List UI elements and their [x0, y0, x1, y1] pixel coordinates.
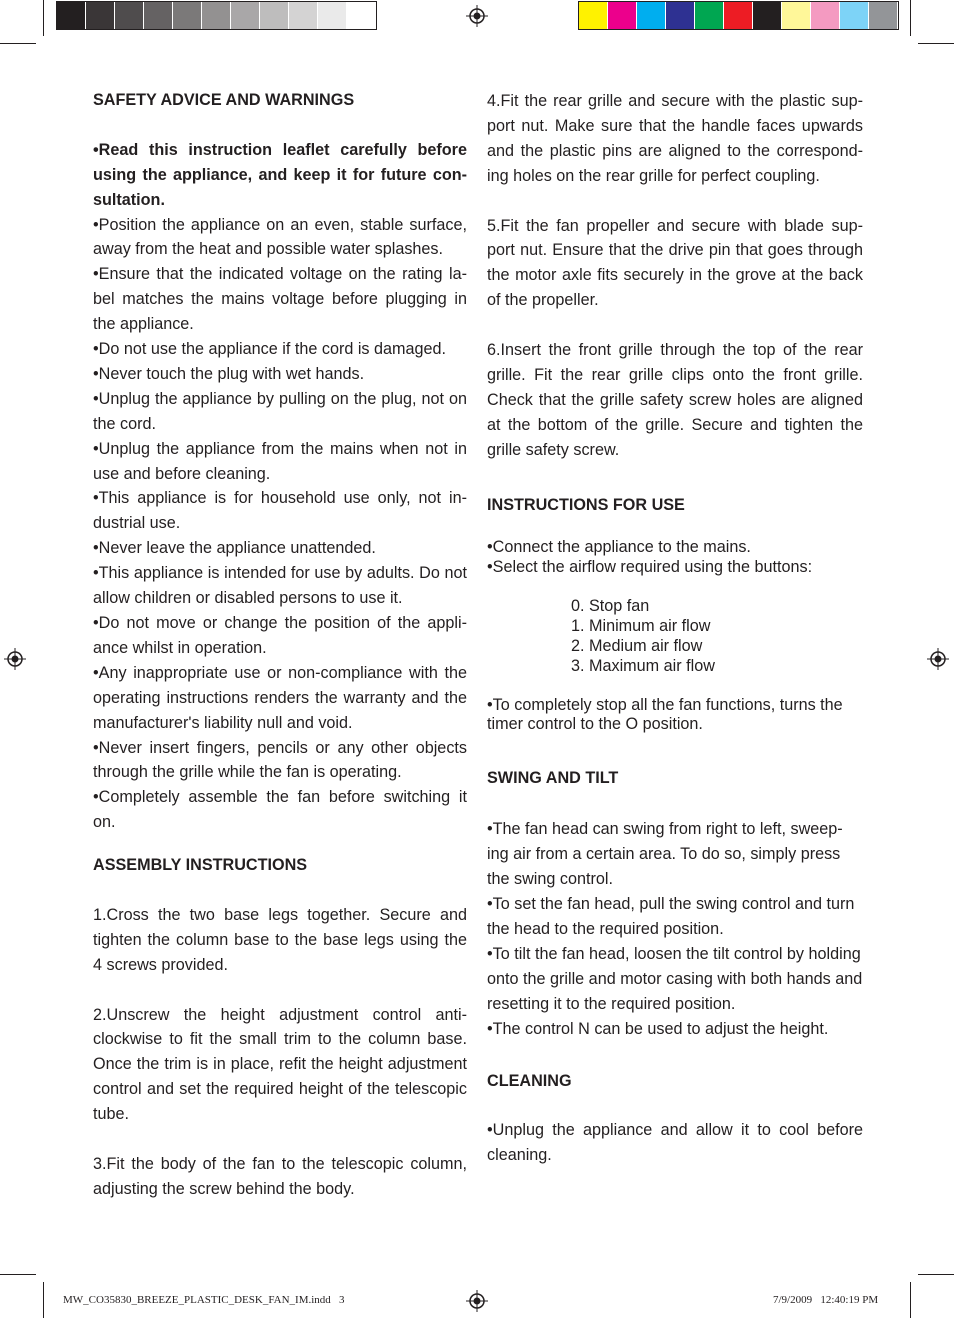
print-timestamp: 7/9/2009 12:40:19 PM	[773, 1294, 879, 1306]
speed-item: 0. Stop fan	[571, 597, 650, 616]
use-item: •Connect the appliance to the mains.	[487, 538, 751, 557]
assembly-step: 4.Fit the rear grille and secure with the plastic sup-port nut. Make sure that the handle faces upwards and the plastic pins are aligned to the correspond-ing holes on the rear grille for perfect coupling.	[487, 92, 863, 185]
color-swatch	[202, 2, 231, 29]
color-swatch	[347, 2, 376, 29]
color-swatch	[666, 2, 695, 29]
color-swatch	[724, 2, 753, 29]
color-swatch	[579, 2, 608, 29]
color-swatch	[57, 2, 86, 29]
crop-mark	[0, 43, 36, 44]
right-column	[487, 89, 863, 1168]
speed-item: 2. Medium air flow	[571, 637, 703, 656]
section-title-assembly: ASSEMBLY INSTRUCTIONS	[93, 856, 308, 875]
use-list	[487, 537, 863, 577]
safety-item: •Any inappropriate use or non-compliance with the operating instructions renders the warranty and the manufacturer's liability null and void.	[93, 663, 467, 732]
crop-mark	[910, 1282, 911, 1318]
section-title-cleaning: CLEANING	[487, 1071, 572, 1090]
safety-item: •Never touch the plug with wet hands.	[93, 364, 365, 383]
section-title-safety: SAFETY ADVICE AND WARNINGS	[93, 91, 355, 109]
section-title-swing: SWING AND TILT	[487, 769, 619, 788]
crop-mark	[918, 1274, 954, 1275]
safety-item: •Do not use the appliance if the cord is damaged.	[93, 340, 447, 359]
swing-item: •To tilt the fan head, loosen the tilt control by holding onto the grille and motor casing with both hands and resetting it to the required position.	[487, 944, 863, 1013]
assembly-step: 5.Fit the fan propeller and secure with blade sup-port nut. Ensure that the drive pin that goes through the motor axle fits securely in the grove at the back of the propeller.	[487, 216, 863, 310]
color-swatch	[144, 2, 173, 29]
registration-mark-icon	[927, 648, 949, 670]
swing-item: •The fan head can swing from right to left, sweep-ing air from a certain area. To do so, simply press the swing control.	[487, 820, 843, 889]
crop-mark	[43, 0, 44, 36]
lead-warning: •Read this instruction leaflet carefully before using the appliance, and keep it for future con-sultation.	[93, 140, 467, 209]
assembly-step: 1.Cross the two base legs together. Secure and tighten the column base to the base legs using the 4 screws provided.	[93, 905, 467, 974]
safety-item: •This appliance is intended for use by adults. Do not allow children or disabled persons to use it.	[93, 564, 467, 608]
color-swatch	[782, 2, 811, 29]
grayscale-color-bar	[56, 1, 377, 30]
safety-item: •Unplug the appliance by pulling on the plug, not on the cord.	[93, 389, 467, 433]
color-swatch	[173, 2, 202, 29]
color-swatch	[753, 2, 782, 29]
color-swatch	[811, 2, 840, 29]
color-swatch	[695, 2, 724, 29]
stop-note: •To completely stop all the fan functions, turns the timer control to the O position.	[487, 696, 843, 734]
safety-item: •Never leave the appliance unattended.	[93, 539, 376, 558]
color-swatch	[260, 2, 289, 29]
registration-mark-icon	[4, 648, 26, 670]
color-swatch	[869, 2, 898, 29]
speed-list	[487, 596, 863, 676]
assembly-step: 3.Fit the body of the fan to the telescopic column, adjusting the screw behind the body.	[93, 1155, 467, 1198]
safety-item: •Do not move or change the position of the appli-ance whilst in operation.	[93, 614, 467, 657]
color-swatch	[86, 2, 115, 29]
color-swatch	[318, 2, 347, 29]
file-slug: MW_CO35830_BREEZE_PLASTIC_DESK_FAN_IM.indd 3	[63, 1294, 345, 1306]
color-swatch	[115, 2, 144, 29]
color-swatch	[289, 2, 318, 29]
crop-mark	[43, 1282, 44, 1318]
registration-mark-icon	[466, 1290, 488, 1312]
process-color-bar	[578, 1, 899, 30]
safety-item: •Unplug the appliance from the mains when not in use and before cleaning.	[93, 439, 467, 483]
assembly-step: 2.Unscrew the height adjustment control anti-clockwise to fit the small trim to the column base. Once the trim is in place, refit the height adjustment control and set the required height of the telescopic tube.	[93, 1005, 467, 1124]
crop-mark	[910, 0, 911, 36]
safety-item: •Position the appliance on an even, stable surface, away from the heat and possible water splashes.	[93, 215, 467, 259]
color-swatch	[840, 2, 869, 29]
safety-item: •Completely assemble the fan before switching it on.	[93, 788, 467, 832]
assembly-step: 6.Insert the front grille through the top of the rear grille. Fit the rear grille clips onto the front grille. Check that the grille safety screw holes are aligned at the bottom of the grille. Secure and tighten the grille safety screw.	[487, 341, 863, 459]
registration-mark-icon	[466, 5, 488, 27]
swing-item: •The control N can be used to adjust the height.	[487, 1019, 829, 1038]
section-title-use: INSTRUCTIONS FOR USE	[487, 495, 685, 514]
color-swatch	[637, 2, 666, 29]
speed-item: 3. Maximum air flow	[571, 657, 715, 676]
crop-mark	[918, 43, 954, 44]
speed-item: 1. Minimum air flow	[571, 617, 711, 636]
safety-item: •This appliance is for household use only, not in-dustrial use.	[93, 489, 467, 533]
swing-item: •To set the fan head, pull the swing control and turn the head to the required position.	[487, 895, 855, 938]
cleaning-item: •Unplug the appliance and allow it to cool before cleaning.	[487, 1121, 863, 1165]
left-column	[93, 88, 467, 1202]
use-item: •Select the airflow required using the buttons:	[487, 558, 813, 577]
crop-mark	[0, 1274, 36, 1275]
safety-item: •Never insert fingers, pencils or any other objects through the grille while the fan is operating.	[93, 738, 467, 782]
safety-item: •Ensure that the indicated voltage on the rating la-bel matches the mains voltage before plugging in the appliance.	[93, 265, 467, 334]
color-swatch	[231, 2, 260, 29]
color-swatch	[608, 2, 637, 29]
